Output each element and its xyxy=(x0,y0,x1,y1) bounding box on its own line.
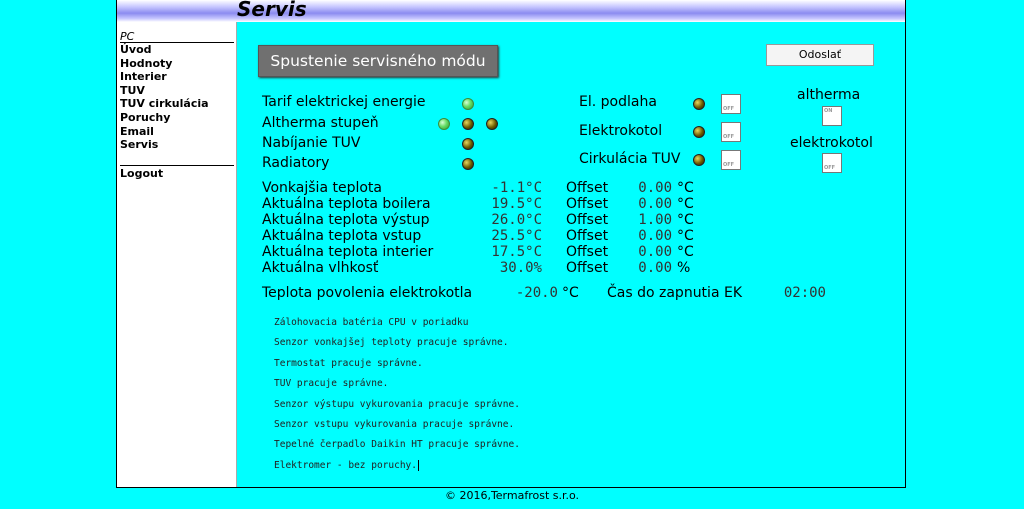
send-button[interactable]: Odoslať xyxy=(766,44,874,66)
sidebar-item-email[interactable]: Email xyxy=(120,124,154,138)
tuv-charging-label: Nabíjanie TUV xyxy=(262,135,361,151)
elektrokotol-toggle[interactable] xyxy=(822,153,842,173)
list-item: Zálohovacia batéria CPU v poriadku xyxy=(274,317,469,328)
elektrokotol-side-label: elektrokotol xyxy=(790,135,873,151)
sidebar xyxy=(117,22,237,487)
tuv-circ-label: Cirkulácia TUV xyxy=(579,151,681,167)
offset-unit: °C xyxy=(677,196,694,212)
sidebar-menu xyxy=(120,43,209,152)
diagnostic-messages xyxy=(274,313,520,476)
sidebar-item-hodnoty[interactable]: Hodnoty xyxy=(120,56,173,70)
reading-value: 17.5°C xyxy=(491,244,542,260)
sidebar-item-uvod[interactable]: Úvod xyxy=(120,43,152,56)
tuv-charging-led xyxy=(462,138,474,150)
offset-unit: % xyxy=(677,260,691,276)
reading-label: Aktuálna teplota vstup xyxy=(262,228,422,244)
reading-value: 19.5°C xyxy=(491,196,542,212)
offset-value: 1.00 xyxy=(638,212,672,228)
altherma-stage-label: Altherma stupeň xyxy=(262,115,379,131)
floor-led xyxy=(693,98,705,110)
offset-label: Offset xyxy=(566,212,609,228)
altherma-stage-2-led xyxy=(462,118,474,130)
service-mode-button[interactable]: Spustenie servisného módu xyxy=(258,45,498,77)
sidebar-item-poruchy[interactable]: Poruchy xyxy=(120,110,171,124)
sidebar-item-tuv-cirkulacia[interactable]: TUV cirkulácia xyxy=(120,97,209,111)
altherma-stage-1-led xyxy=(438,118,450,130)
offset-label: Offset xyxy=(566,180,609,196)
list-item: Senzor vonkajšej teploty pracuje správne. xyxy=(274,337,509,349)
altherma-stage-3-led xyxy=(486,118,498,130)
tarif-led xyxy=(462,98,474,110)
boiler-toggle[interactable] xyxy=(721,122,741,142)
sidebar-item-servis[interactable]: Servis xyxy=(120,138,159,152)
radiators-label: Radiatory xyxy=(262,155,330,171)
floor-toggle[interactable] xyxy=(721,94,741,114)
sidebar-item-interier[interactable]: Interier xyxy=(120,70,167,84)
offset-unit: °C xyxy=(677,180,694,196)
offset-value: 0.00 xyxy=(638,244,672,260)
radiators-led xyxy=(462,158,474,170)
list-item: Senzor výstupu vykurovania pracuje správne. xyxy=(274,398,520,410)
sidebar-group-label: PC xyxy=(120,30,135,43)
reading-label: Aktuálna teplota interier xyxy=(262,244,434,260)
offset-unit: °C xyxy=(677,228,694,244)
boiler-label: Elektrokotol xyxy=(579,123,663,139)
footer-copyright: © 2016,Termafrost s.r.o. xyxy=(444,489,580,502)
reading-label: Vonkajšia teplota xyxy=(262,180,382,196)
sidebar-divider xyxy=(120,165,234,166)
reading-label: Aktuálna vlhkosť xyxy=(262,260,379,276)
offset-value: 0.00 xyxy=(638,228,672,244)
page-title: Servis xyxy=(237,0,307,21)
offset-label: Offset xyxy=(566,260,609,276)
reading-label: Aktuálna teplota boilera xyxy=(262,196,431,212)
ek-threshold-value: -20.0 xyxy=(515,285,558,301)
reading-value: -1.1°C xyxy=(491,180,542,196)
ek-time-value: 02:00 xyxy=(783,285,826,301)
offset-label: Offset xyxy=(566,228,609,244)
offset-label: Offset xyxy=(566,244,609,260)
offset-unit: °C xyxy=(677,212,694,228)
tarif-label: Tarif elektrickej energie xyxy=(262,94,426,110)
boiler-led xyxy=(693,126,705,138)
toggle-text: ON xyxy=(824,108,833,114)
text-caret xyxy=(418,460,419,471)
list-item: Senzor vstupu vykurovania pracuje správne. xyxy=(274,419,515,431)
ek-threshold-label: Teplota povolenia elektrokotla xyxy=(262,285,473,301)
offset-label: Offset xyxy=(566,196,609,212)
sidebar-item-tuv[interactable]: TUV xyxy=(120,83,145,97)
reading-value: 30.0% xyxy=(499,260,542,276)
offset-value: 0.00 xyxy=(638,180,672,196)
offset-unit: °C xyxy=(677,244,694,260)
list-item xyxy=(274,456,520,476)
reading-value: 26.0°C xyxy=(491,212,542,228)
last-message-text: Elektromer - bez poruchy. xyxy=(274,459,417,471)
tuv-circ-toggle[interactable] xyxy=(721,150,741,170)
logout-link[interactable]: Logout xyxy=(120,167,164,180)
altherma-toggle[interactable] xyxy=(822,106,842,126)
floor-label: El. podlaha xyxy=(579,94,657,110)
tuv-circ-led xyxy=(693,154,705,166)
altherma-side-label: altherma xyxy=(797,87,861,103)
toggle-text: OFF xyxy=(723,134,735,140)
list-item: Termostat pracuje správne. xyxy=(274,357,423,369)
offset-value: 0.00 xyxy=(638,196,672,212)
list-item: Tepelné čerpadlo Daikin HT pracuje správne. xyxy=(274,439,520,451)
reading-value: 25.5°C xyxy=(491,228,542,244)
offset-value: 0.00 xyxy=(638,260,672,276)
toggle-text: OFF xyxy=(723,162,735,168)
toggle-text: OFF xyxy=(824,165,836,171)
ek-time-label: Čas do zapnutia EK xyxy=(607,285,742,301)
toggle-text: OFF xyxy=(723,106,735,112)
list-item: TUV pracuje správne. xyxy=(274,378,389,390)
header-bar xyxy=(117,0,905,22)
ek-threshold-unit: °C xyxy=(562,285,579,301)
reading-label: Aktuálna teplota výstup xyxy=(262,212,430,228)
